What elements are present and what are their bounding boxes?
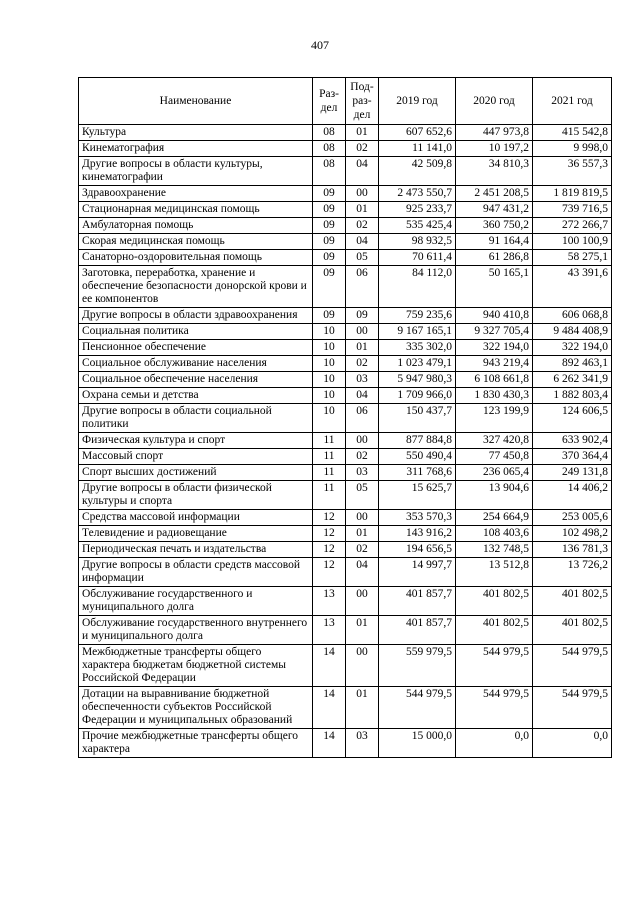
row-name: Культура <box>79 125 313 141</box>
table-row <box>79 687 612 729</box>
row-value-2019: 9 167 165,1 <box>379 324 456 340</box>
row-value-2019: 877 884,8 <box>379 433 456 449</box>
row-name: Средства массовой информации <box>79 510 313 526</box>
row-name: Охрана семьи и детства <box>79 388 313 404</box>
row-value-2019: 1 023 479,1 <box>379 356 456 372</box>
row-section: 10 <box>313 340 346 356</box>
row-name: Социальное обслуживание населения <box>79 356 313 372</box>
row-value-2020: 327 420,8 <box>456 433 533 449</box>
row-name: Спорт высших достижений <box>79 465 313 481</box>
row-value-2021: 401 802,5 <box>533 616 612 645</box>
table-row <box>79 125 612 141</box>
row-section: 14 <box>313 729 346 758</box>
row-value-2019: 2 473 550,7 <box>379 186 456 202</box>
row-value-2019: 925 233,7 <box>379 202 456 218</box>
row-value-2019: 535 425,4 <box>379 218 456 234</box>
row-value-2020: 6 108 661,8 <box>456 372 533 388</box>
row-name: Другие вопросы в области физической культуры и спорта <box>79 481 313 510</box>
row-name: Стационарная медицинская помощь <box>79 202 313 218</box>
row-value-2021: 606 068,8 <box>533 308 612 324</box>
row-value-2020: 1 830 430,3 <box>456 388 533 404</box>
row-value-2020: 50 165,1 <box>456 266 533 308</box>
row-value-2019: 11 141,0 <box>379 141 456 157</box>
row-subsection: 01 <box>346 687 379 729</box>
row-value-2021: 739 716,5 <box>533 202 612 218</box>
row-value-2020: 13 512,8 <box>456 558 533 587</box>
row-value-2019: 143 916,2 <box>379 526 456 542</box>
table-header-row <box>79 78 612 125</box>
row-value-2019: 42 509,8 <box>379 157 456 186</box>
row-section: 14 <box>313 687 346 729</box>
row-subsection: 02 <box>346 218 379 234</box>
row-value-2021: 322 194,0 <box>533 340 612 356</box>
row-section: 10 <box>313 372 346 388</box>
row-section: 11 <box>313 449 346 465</box>
row-value-2021: 124 606,5 <box>533 404 612 433</box>
row-section: 13 <box>313 587 346 616</box>
row-subsection: 02 <box>346 449 379 465</box>
row-section: 12 <box>313 558 346 587</box>
row-section: 13 <box>313 616 346 645</box>
row-subsection: 01 <box>346 340 379 356</box>
row-value-2019: 550 490,4 <box>379 449 456 465</box>
row-value-2019: 15 625,7 <box>379 481 456 510</box>
table-row <box>79 510 612 526</box>
row-subsection: 01 <box>346 202 379 218</box>
header-name: Наименование <box>79 78 313 125</box>
row-value-2020: 544 979,5 <box>456 645 533 687</box>
table-row <box>79 186 612 202</box>
row-value-2021: 43 391,6 <box>533 266 612 308</box>
row-value-2021: 1 882 803,4 <box>533 388 612 404</box>
row-value-2020: 9 327 705,4 <box>456 324 533 340</box>
row-value-2020: 13 904,6 <box>456 481 533 510</box>
row-value-2020: 2 451 208,5 <box>456 186 533 202</box>
row-subsection: 00 <box>346 587 379 616</box>
row-value-2020: 360 750,2 <box>456 218 533 234</box>
header-section: Раз-дел <box>313 78 346 125</box>
row-value-2020: 254 664,9 <box>456 510 533 526</box>
table-row <box>79 433 612 449</box>
row-name: Скорая медицинская помощь <box>79 234 313 250</box>
row-section: 11 <box>313 433 346 449</box>
row-value-2020: 34 810,3 <box>456 157 533 186</box>
page-number: 407 <box>311 38 329 52</box>
row-value-2020: 123 199,9 <box>456 404 533 433</box>
row-subsection: 09 <box>346 308 379 324</box>
row-value-2021: 633 902,4 <box>533 433 612 449</box>
row-value-2020: 940 410,8 <box>456 308 533 324</box>
table-row <box>79 324 612 340</box>
budget-table <box>78 77 612 758</box>
header-subsection: Под-раз-дел <box>346 78 379 125</box>
table-row <box>79 729 612 758</box>
table-row <box>79 308 612 324</box>
row-name: Социальное обеспечение населения <box>79 372 313 388</box>
row-subsection: 03 <box>346 465 379 481</box>
row-value-2020: 10 197,2 <box>456 141 533 157</box>
table-row <box>79 250 612 266</box>
row-value-2019: 1 709 966,0 <box>379 388 456 404</box>
table-row <box>79 465 612 481</box>
table-row <box>79 234 612 250</box>
row-name: Кинематография <box>79 141 313 157</box>
row-value-2021: 892 463,1 <box>533 356 612 372</box>
row-value-2019: 14 997,7 <box>379 558 456 587</box>
table-row <box>79 587 612 616</box>
row-value-2019: 5 947 980,3 <box>379 372 456 388</box>
row-value-2019: 98 932,5 <box>379 234 456 250</box>
table-row <box>79 558 612 587</box>
row-name: Здравоохранение <box>79 186 313 202</box>
table-row <box>79 388 612 404</box>
row-name: Телевидение и радиовещание <box>79 526 313 542</box>
row-value-2021: 13 726,2 <box>533 558 612 587</box>
row-value-2021: 58 275,1 <box>533 250 612 266</box>
table-row <box>79 526 612 542</box>
table-row <box>79 218 612 234</box>
row-value-2020: 77 450,8 <box>456 449 533 465</box>
row-section: 08 <box>313 125 346 141</box>
row-name: Межбюджетные трансферты общего характера бюджетам бюджетной системы Российской Федерации <box>79 645 313 687</box>
row-value-2021: 253 005,6 <box>533 510 612 526</box>
row-section: 09 <box>313 234 346 250</box>
row-value-2019: 353 570,3 <box>379 510 456 526</box>
row-subsection: 01 <box>346 616 379 645</box>
row-name: Социальная политика <box>79 324 313 340</box>
row-name: Обслуживание государственного и муниципального долга <box>79 587 313 616</box>
row-subsection: 03 <box>346 729 379 758</box>
row-value-2020: 108 403,6 <box>456 526 533 542</box>
row-value-2020: 61 286,8 <box>456 250 533 266</box>
row-value-2019: 607 652,6 <box>379 125 456 141</box>
row-name: Массовый спорт <box>79 449 313 465</box>
row-value-2019: 15 000,0 <box>379 729 456 758</box>
table-row <box>79 542 612 558</box>
row-value-2021: 36 557,3 <box>533 157 612 186</box>
row-value-2019: 150 437,7 <box>379 404 456 433</box>
row-section: 14 <box>313 645 346 687</box>
row-value-2021: 0,0 <box>533 729 612 758</box>
row-subsection: 02 <box>346 542 379 558</box>
row-value-2021: 415 542,8 <box>533 125 612 141</box>
row-value-2019: 70 611,4 <box>379 250 456 266</box>
row-value-2020: 401 802,5 <box>456 587 533 616</box>
row-section: 09 <box>313 250 346 266</box>
row-value-2020: 132 748,5 <box>456 542 533 558</box>
row-subsection: 02 <box>346 141 379 157</box>
row-section: 09 <box>313 218 346 234</box>
table-row <box>79 157 612 186</box>
row-subsection: 04 <box>346 388 379 404</box>
row-value-2019: 401 857,7 <box>379 587 456 616</box>
table-row <box>79 404 612 433</box>
row-name: Санаторно-оздоровительная помощь <box>79 250 313 266</box>
table-row <box>79 449 612 465</box>
row-section: 09 <box>313 308 346 324</box>
row-value-2021: 1 819 819,5 <box>533 186 612 202</box>
row-value-2021: 136 781,3 <box>533 542 612 558</box>
header-2019: 2019 год <box>379 78 456 125</box>
row-section: 11 <box>313 465 346 481</box>
row-section: 12 <box>313 526 346 542</box>
header-2021: 2021 год <box>533 78 612 125</box>
row-value-2019: 544 979,5 <box>379 687 456 729</box>
row-value-2019: 311 768,6 <box>379 465 456 481</box>
table-row <box>79 202 612 218</box>
row-subsection: 05 <box>346 481 379 510</box>
row-name: Прочие межбюджетные трансферты общего характера <box>79 729 313 758</box>
row-name: Другие вопросы в области социальной политики <box>79 404 313 433</box>
table-row <box>79 616 612 645</box>
row-section: 08 <box>313 141 346 157</box>
row-subsection: 01 <box>346 125 379 141</box>
row-subsection: 06 <box>346 266 379 308</box>
row-value-2021: 102 498,2 <box>533 526 612 542</box>
header-2020: 2020 год <box>456 78 533 125</box>
row-name: Дотации на выравнивание бюджетной обеспеченности субъектов Российской Федерации и муниципальных образований <box>79 687 313 729</box>
row-value-2021: 100 100,9 <box>533 234 612 250</box>
row-section: 08 <box>313 157 346 186</box>
row-section: 10 <box>313 356 346 372</box>
row-name: Амбулаторная помощь <box>79 218 313 234</box>
row-subsection: 04 <box>346 157 379 186</box>
row-subsection: 00 <box>346 510 379 526</box>
row-value-2021: 14 406,2 <box>533 481 612 510</box>
row-section: 12 <box>313 510 346 526</box>
table-row <box>79 266 612 308</box>
table-body <box>79 125 612 758</box>
row-section: 09 <box>313 266 346 308</box>
row-subsection: 00 <box>346 433 379 449</box>
row-section: 10 <box>313 324 346 340</box>
row-value-2020: 544 979,5 <box>456 687 533 729</box>
row-subsection: 04 <box>346 558 379 587</box>
row-value-2019: 401 857,7 <box>379 616 456 645</box>
row-subsection: 03 <box>346 372 379 388</box>
table-row <box>79 645 612 687</box>
row-value-2020: 447 973,8 <box>456 125 533 141</box>
row-subsection: 04 <box>346 234 379 250</box>
row-section: 12 <box>313 542 346 558</box>
row-value-2021: 401 802,5 <box>533 587 612 616</box>
row-name: Физическая культура и спорт <box>79 433 313 449</box>
row-subsection: 05 <box>346 250 379 266</box>
row-section: 09 <box>313 202 346 218</box>
table-row <box>79 356 612 372</box>
row-value-2021: 249 131,8 <box>533 465 612 481</box>
row-value-2021: 370 364,4 <box>533 449 612 465</box>
row-name: Пенсионное обеспечение <box>79 340 313 356</box>
row-value-2019: 335 302,0 <box>379 340 456 356</box>
row-value-2019: 194 656,5 <box>379 542 456 558</box>
row-subsection: 01 <box>346 526 379 542</box>
row-name: Другие вопросы в области здравоохранения <box>79 308 313 324</box>
row-section: 10 <box>313 404 346 433</box>
row-value-2021: 272 266,7 <box>533 218 612 234</box>
row-value-2020: 401 802,5 <box>456 616 533 645</box>
row-subsection: 00 <box>346 324 379 340</box>
row-subsection: 06 <box>346 404 379 433</box>
row-value-2020: 91 164,4 <box>456 234 533 250</box>
table-row <box>79 340 612 356</box>
row-subsection: 00 <box>346 186 379 202</box>
row-value-2021: 9 998,0 <box>533 141 612 157</box>
row-value-2021: 9 484 408,9 <box>533 324 612 340</box>
row-value-2020: 943 219,4 <box>456 356 533 372</box>
row-value-2019: 759 235,6 <box>379 308 456 324</box>
row-name: Периодическая печать и издательства <box>79 542 313 558</box>
row-name: Обслуживание государственного внутреннего и муниципального долга <box>79 616 313 645</box>
row-value-2020: 322 194,0 <box>456 340 533 356</box>
row-value-2020: 947 431,2 <box>456 202 533 218</box>
row-name: Другие вопросы в области культуры, кинематографии <box>79 157 313 186</box>
row-section: 11 <box>313 481 346 510</box>
row-name: Заготовка, переработка, хранение и обеспечение безопасности донорской крови и ее компонентов <box>79 266 313 308</box>
row-value-2021: 544 979,5 <box>533 687 612 729</box>
row-section: 10 <box>313 388 346 404</box>
table-row <box>79 141 612 157</box>
row-name: Другие вопросы в области средств массовой информации <box>79 558 313 587</box>
table-row <box>79 372 612 388</box>
row-section: 09 <box>313 186 346 202</box>
row-value-2021: 544 979,5 <box>533 645 612 687</box>
table-row <box>79 481 612 510</box>
row-value-2020: 236 065,4 <box>456 465 533 481</box>
row-value-2019: 559 979,5 <box>379 645 456 687</box>
row-subsection: 00 <box>346 645 379 687</box>
row-subsection: 02 <box>346 356 379 372</box>
row-value-2021: 6 262 341,9 <box>533 372 612 388</box>
row-value-2019: 84 112,0 <box>379 266 456 308</box>
row-value-2020: 0,0 <box>456 729 533 758</box>
